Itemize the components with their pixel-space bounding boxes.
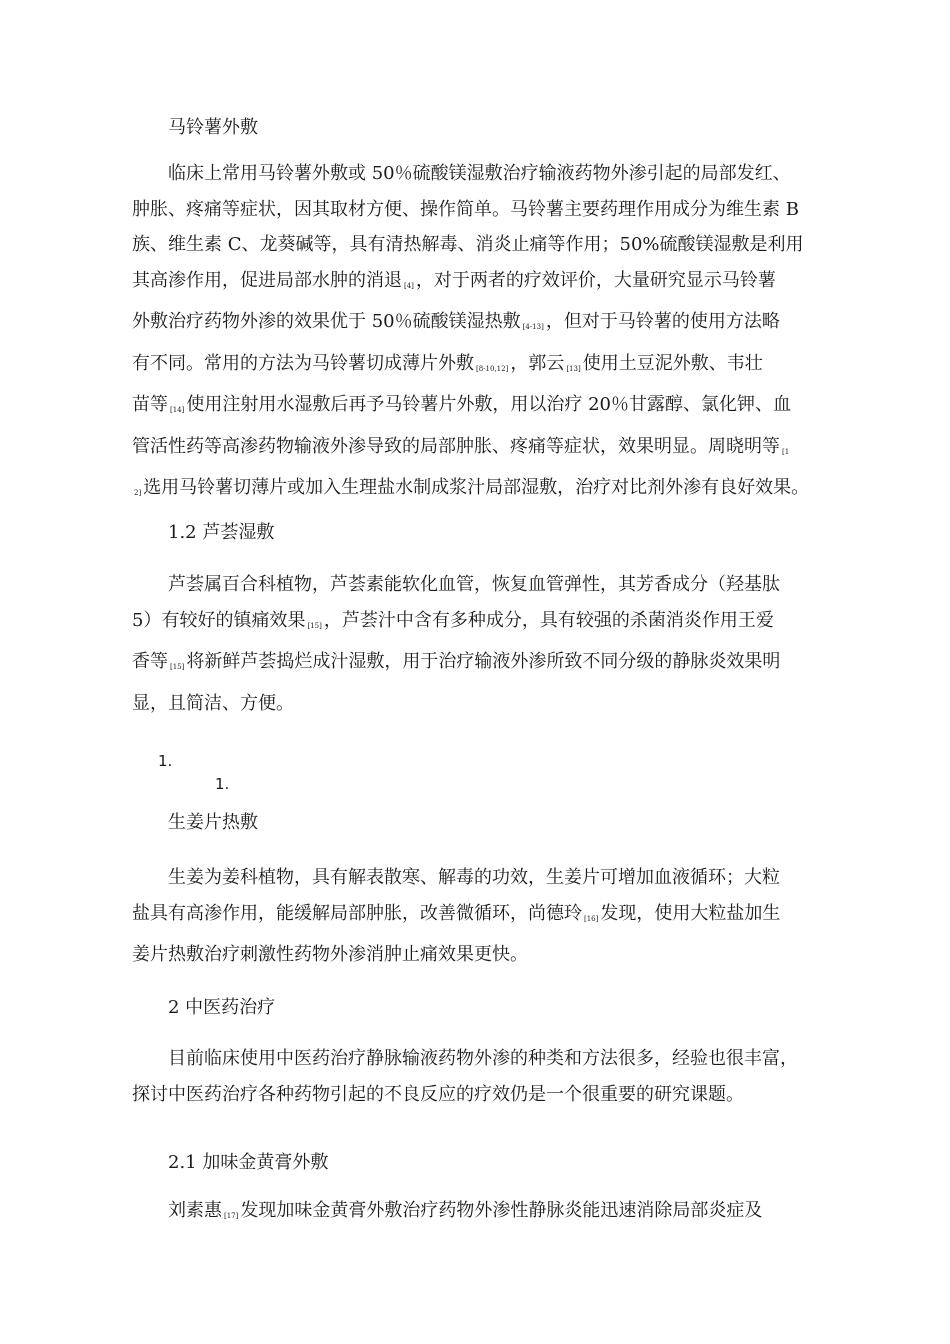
text-line: 姜片热敷治疗刺激性药物外渗消肿止痛效果更快。 [132, 944, 528, 965]
citation-ref: [17] [224, 1212, 239, 1220]
paragraph-ginger [132, 860, 828, 973]
text-line: 生姜为姜科植物，具有解表散寒、解毒的功效，生姜片可增加血液循环；大粒 [168, 867, 780, 888]
text-line: 肿胀、疼痛等症状，因其取材方便、操作简单。马铃薯主要药理作用成分为维生素 B [132, 198, 799, 220]
text-line: 显，且简洁、方便。 [132, 692, 294, 714]
list-number: 1. [158, 752, 173, 770]
text-line: 芦荟属百合科植物，芦荟素能软化血管，恢复血管弹性，其芳香成分（羟基肽 [168, 574, 780, 595]
citation-ref: [8-10,12] [476, 364, 509, 373]
text-line: 外敷治疗药物外渗的效果优于 50％硫酸镁湿热敷 [4-13] ，但对于马铃薯的使用方法略 [132, 311, 780, 332]
paragraph-potato [132, 156, 828, 512]
citation-ref: [4-13] [522, 323, 544, 331]
citation-ref: [16] [584, 914, 599, 923]
citation-ref: [15] [170, 663, 185, 671]
citation-ref: [15] [307, 621, 322, 630]
paragraph-aloe [132, 567, 828, 721]
text-line: 有不同。常用的方法为马铃薯切成薄片外敷 [8-10,12] ，郭云 [13] 使用土豆泥外敷、韦壮 [132, 352, 763, 374]
heading-potato-compress: 马铃薯外敷 [168, 117, 258, 138]
text-line: 香等 [15] 将新鲜芦荟捣烂成汁湿敷，用于治疗输液外渗所致不同分级的静脉炎效果明 [132, 651, 781, 672]
text-line: $^{2]}$ 选用马铃薯切薄片或加入生理盐水制成浆汁局部湿敷，治疗对比剂外渗有良好效果。 [134, 477, 810, 498]
text-line: 族、维生素 C、龙葵碱等，具有清热解毒、消炎止痛等作用；50%硫酸镁湿敷是利用 [132, 234, 804, 255]
text-line: 临床上常用马铃薯外敷或 50％硫酸镁湿敷治疗输液药物外渗引起的局部发红、 [168, 163, 791, 184]
text-line: 5）有较好的镇痛效果 [15] ，芦荟汁中含有多种成分，具有较强的杀菌消炎作用王爱 [132, 609, 774, 631]
heading-tcm-treatment: 2 中医药治疗 [168, 997, 276, 1018]
text-line: 盐具有高渗作用，能缓解局部肿胀，改善微循环，尚德玲 [16] 发现，使用大粒盐加生 [132, 902, 781, 924]
heading-ginger-compress: 生姜片热敷 [168, 812, 258, 833]
citation-ref: [1 [782, 447, 790, 456]
text-line: 探讨中医药治疗各种药物引起的不良反应的疗效仍是一个很重要的研究课题。 [132, 1083, 744, 1105]
paragraph-jinhuang [168, 1193, 828, 1235]
citation-ref: [4] [404, 281, 414, 290]
citation-ref: [14] [170, 406, 185, 414]
heading-aloe-compress: 1.2 芦荟湿敷 [168, 522, 275, 543]
text-line: 其高渗作用，促进局部水肿的消退 [4] ，对于两者的疗效评价，大量研究显示马铃薯 [132, 269, 776, 291]
citation-ref: 2] [134, 489, 142, 497]
text-line: 目前临床使用中医药治疗静脉输液药物外渗的种类和方法很多，经验也很丰富， [168, 1048, 798, 1069]
text-line: 苗等 [14] 使用注射用水湿敷后再予马铃薯片外敷，用以治疗 20％甘露醇、氯化钾、血 [132, 394, 791, 415]
text-line: 刘素惠 [17] 发现加味金黄膏外敷治疗药物外渗性静脉炎能迅速消除局部炎症及 [168, 1200, 763, 1221]
list-number: 1. [215, 775, 230, 793]
heading-jinhuang-ointment: 2.1 加味金黄膏外敷 [168, 1152, 329, 1173]
text-line: 管活性药等高渗药物输液外渗导致的局部肿胀、疼痛等症状，效果明显。周晓明等 $^{[1}$ [132, 435, 790, 457]
citation-ref: [13] [566, 364, 581, 373]
paragraph-tcm [132, 1041, 828, 1112]
